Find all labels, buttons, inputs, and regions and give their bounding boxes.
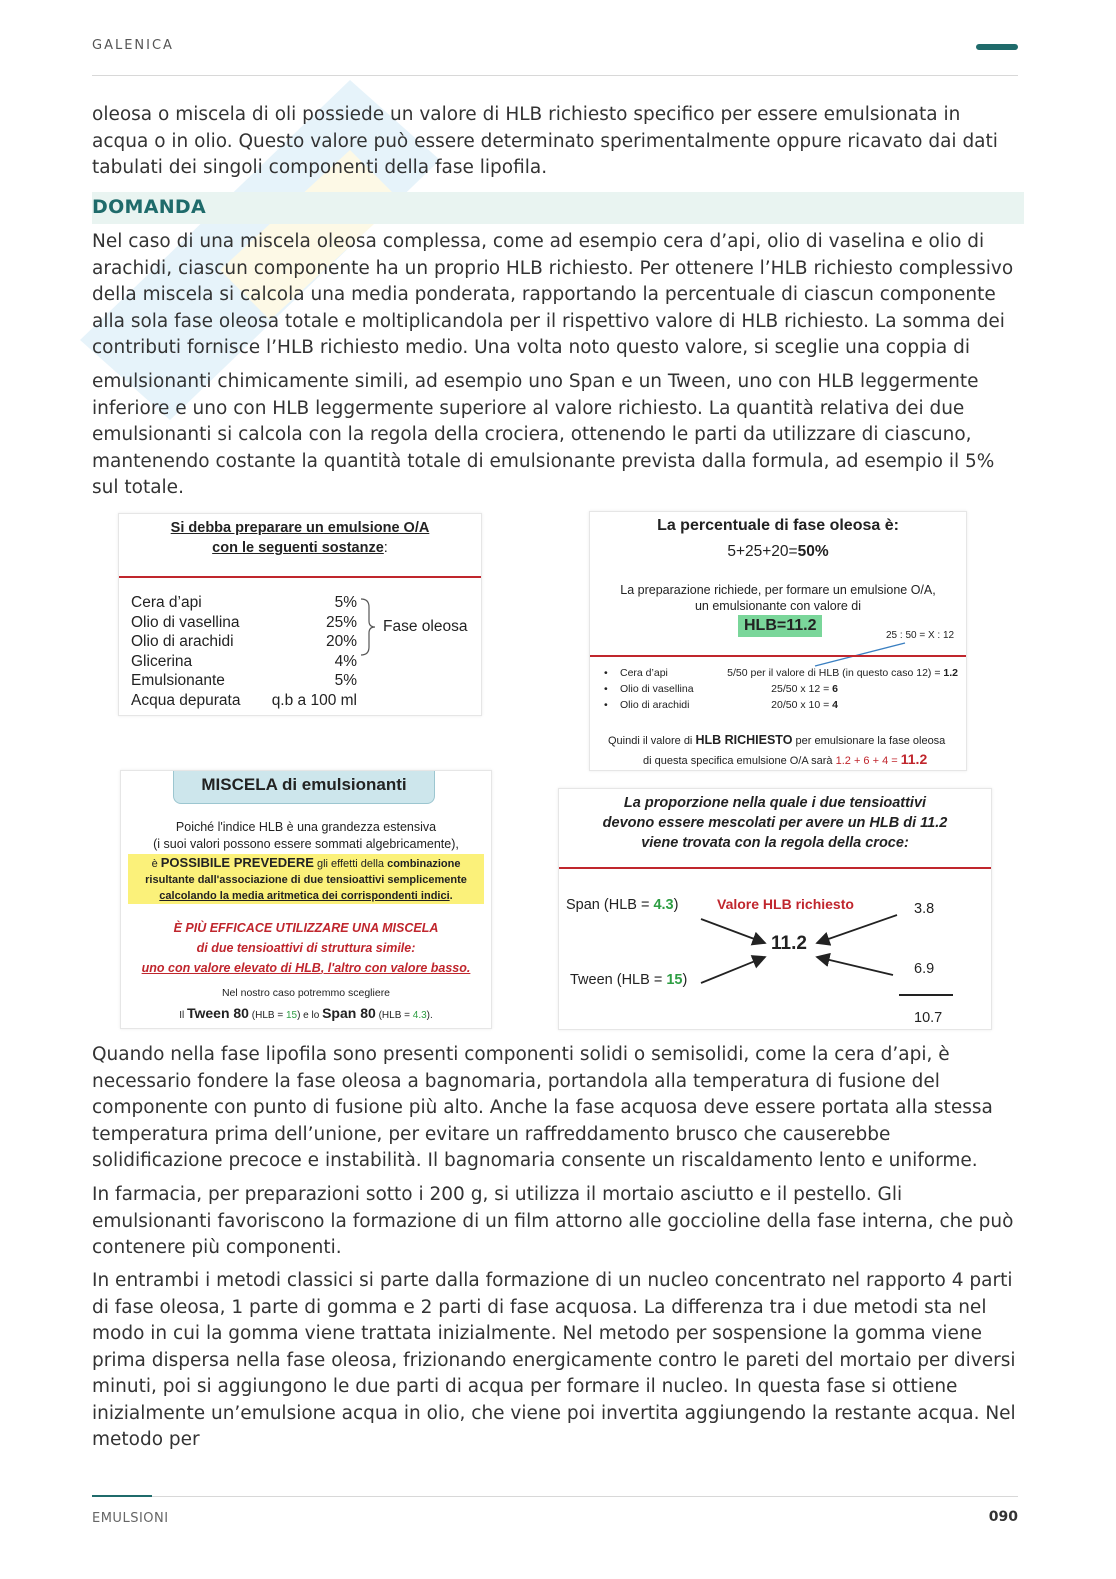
oil-component-name: Olio di vasellina: [620, 683, 694, 695]
paragraph-melting-text: Quando nella fase lipofila sono presenti componenti solidi o semisolidi, come la cera d’api, è necessario fondere la fase oleosa a bagnomaria, portandola alla temperatura di fusione del componente con punto di fusione più alto. Anche la fase acquosa deve essere portata alla stessa temperatura prima dell’unione, per evitare un raffreddamento brusco che causerebbe solidificazione precoce e instabilità. Il bagnomaria consente un riscaldamento lento e uniforme.: [92, 1044, 993, 1171]
page-number: 090: [988, 1509, 1018, 1525]
oil-component-calc: 5/50 per il valore di HLB (in questo caso 12) = 1.2: [727, 667, 958, 679]
red-divider: [559, 867, 991, 869]
composition-row-name: Acqua depurata: [131, 691, 241, 709]
paragraph-mortar-text: In farmacia, per preparazioni sotto i 200 g, si utilizza il mortaio asciutto e il pestello. Gli emulsionanti favoriscono la formazione di un film attorno alle goccioline della fase interna, che può contenere più componenti.: [92, 1184, 1014, 1258]
red-divider: [590, 655, 966, 657]
bullet-icon: •: [604, 667, 608, 679]
composition-row-name: Olio di arachidi: [131, 633, 234, 650]
composition-row-value: q.b a 100 ml: [271, 691, 357, 709]
cross-total: 10.7: [914, 1010, 943, 1026]
domanda-paragraph-1: [92, 229, 1022, 362]
domanda-paragraph-2: [92, 369, 1022, 502]
intro-paragraph: [92, 102, 1022, 182]
header-divider: [92, 75, 1018, 76]
brace-label: Fase oleosa: [383, 618, 468, 635]
mixture-intro: Poiché l'indice HLB è una grandezza estensiva (i suoi valori possono essere sommati algebricamente),: [153, 820, 459, 851]
figure-cross-rule: [558, 788, 992, 1030]
paragraph-methods: [92, 1268, 1022, 1454]
cross-arrows-icon: [699, 907, 939, 997]
figure-oil-percentage: [589, 511, 967, 771]
required-hlb-label: Valore HLB richiesto: [717, 896, 854, 912]
cross-result-2: 6.9: [914, 961, 935, 977]
figure-composition: [118, 513, 482, 716]
tween-label: Tween (HLB = 15): [570, 972, 688, 988]
cross-result-1: 3.8: [914, 901, 935, 917]
composition-row-value: 4%: [334, 652, 357, 670]
oil-component-name: Cera d’api: [620, 667, 668, 679]
section-title: DOMANDA: [92, 196, 207, 218]
header-accent-bar: [976, 44, 1018, 50]
footer-accent-rule: [92, 1495, 152, 1497]
oil-percentage-title: La percentuale di fase oleosa è:: [657, 517, 899, 534]
composition-row-name: Glicerina: [131, 652, 193, 670]
cross-rule-title: La proporzione nella quale i due tensioattivi devono essere mescolati per avere un HLB di 11.2 viene trovata con la regola della croce:: [602, 795, 948, 851]
paragraph-melting: [92, 1042, 1022, 1175]
mixture-tab-title: MISCELA di emulsionanti: [173, 771, 435, 804]
highlight-text: è POSSIBILE PREVEDERE gli effetti della combinazione risultante dall'associazione di due tensioattivi semplicemente calcolando la media aritmetica dei corrispondenti indici.: [145, 855, 467, 902]
choice-note: Nel nostro caso potremmo scegliere: [221, 987, 391, 999]
mixture-recommendation: È PIÙ EFFICACE UTILIZZARE UNA MISCELA di due tensioattivi di struttura simile: uno con valore elevato di HLB, l'altro con valore basso.: [141, 921, 471, 975]
domanda-text-2: emulsionanti chimicamente simili, ad esempio uno Span e un Tween, uno con HLB leggermente inferiore e uno con HLB leggermente superiore al valore richiesto. La quantità relativa dei due emulsionanti si calcola con la regola della crociera, ottenendo le parti da utilizzare di ciascuno, mantenendo costante la quantità totale di emulsionante prevista dalla formula, ad esempio il 5% sul totale.: [92, 371, 995, 498]
hlb-conclusion-line2: di questa specifica emulsione O/A sarà 1.2 + 6 + 4 = 11.2: [643, 751, 928, 767]
intro-text: oleosa o miscela di oli possiede un valore di HLB richiesto specifico per essere emulsionata in acqua o in olio. Questo valore può essere determinato sperimentalmente oppure ricavato dai dati tabulati dei singoli componenti della fase lipofila.: [92, 104, 998, 178]
requirement-text: La preparazione richiede, per formare un emulsione O/A, un emulsionante con valore di: [620, 583, 936, 613]
proportion-note: 25 : 50 = X : 12: [886, 630, 955, 641]
footer-divider: [152, 1496, 1018, 1497]
header-title: GALENICA: [92, 38, 174, 53]
oil-percentage-sum: 5+25+20=50%: [727, 543, 829, 560]
paragraph-methods-text: In entrambi i metodi classici si parte dalla formazione di un nucleo concentrato nel rapporto 4 parti di fase oleosa, 1 parte di gomma e 2 parti di fase acquosa. La differenza tra i due metodi sta nel modo in cui la gomma viene trattata inizialmente. Nel metodo per sospensione la gomma viene prima dispersa nella fase oleosa, frizionando energicamente contro le pareti del mortaio per diversi minuti, poi si aggiungono le due parti di acqua per formare il nucleo. In questa fase si ottiene inizialmente un’emulsione acqua in olio, che viene poi invertita aggiungendo la restante acqua. Nel metodo per: [92, 1270, 1016, 1450]
bullet-icon: •: [604, 699, 608, 711]
composition-row-name: Olio di vasellina: [131, 613, 240, 631]
domanda-text-1: Nel caso di una miscela oleosa complessa, come ad esempio cera d’api, olio di vaselina e olio di arachidi, ciascun componente ha un proprio HLB richiesto. Per ottenere l’HLB richiesto complessivo della miscela si calcola una media ponderata, rapportando la percentuale di ciascun componente alla sola fase oleosa totale e moltiplicandola per il rispettivo valore di HLB richiesto. La somma dei contributi fornisce l’HLB richiesto medio. Una volta noto questo valore, si sceglie una coppia di: [92, 231, 1014, 358]
figure-emulsifier-mixture: [120, 770, 492, 1029]
oil-component-calc: 25/50 x 12 = 6: [771, 683, 838, 695]
hlb-conclusion-line1: Quindi il valore di HLB RICHIESTO per emulsionare la fase oleosa: [608, 733, 946, 747]
sum-rule: [899, 994, 953, 996]
section-header-bar: [92, 192, 1024, 224]
span-label: Span (HLB = 4.3): [566, 897, 679, 913]
composition-row-value: 25%: [325, 613, 357, 631]
hlb-badge: HLB=11.2: [738, 615, 822, 637]
bullet-icon: •: [604, 683, 608, 695]
oil-component-name: Olio di arachidi: [620, 699, 690, 711]
oil-component-calc: 20/50 x 10 = 4: [771, 699, 838, 711]
footer-section-name: EMULSIONI: [92, 1511, 169, 1526]
composition-row-name: Cera d’api: [131, 594, 202, 611]
composition-row-value: 5%: [334, 672, 357, 689]
brace-icon: [359, 597, 379, 657]
required-hlb-value: 11.2: [771, 933, 807, 954]
paragraph-mortar: [92, 1182, 1022, 1262]
composition-row-name: Emulsionante: [131, 672, 225, 689]
composition-title: Si debba preparare un emulsione O/A con le seguenti sostanze:: [170, 520, 430, 556]
chosen-emulsifiers: Il Tween 80 (HLB = 15) e lo Span 80 (HLB = 4.3).: [179, 1005, 433, 1021]
red-divider: [119, 576, 481, 578]
composition-row-value: 5%: [334, 594, 357, 611]
composition-row-value: 20%: [325, 633, 357, 650]
